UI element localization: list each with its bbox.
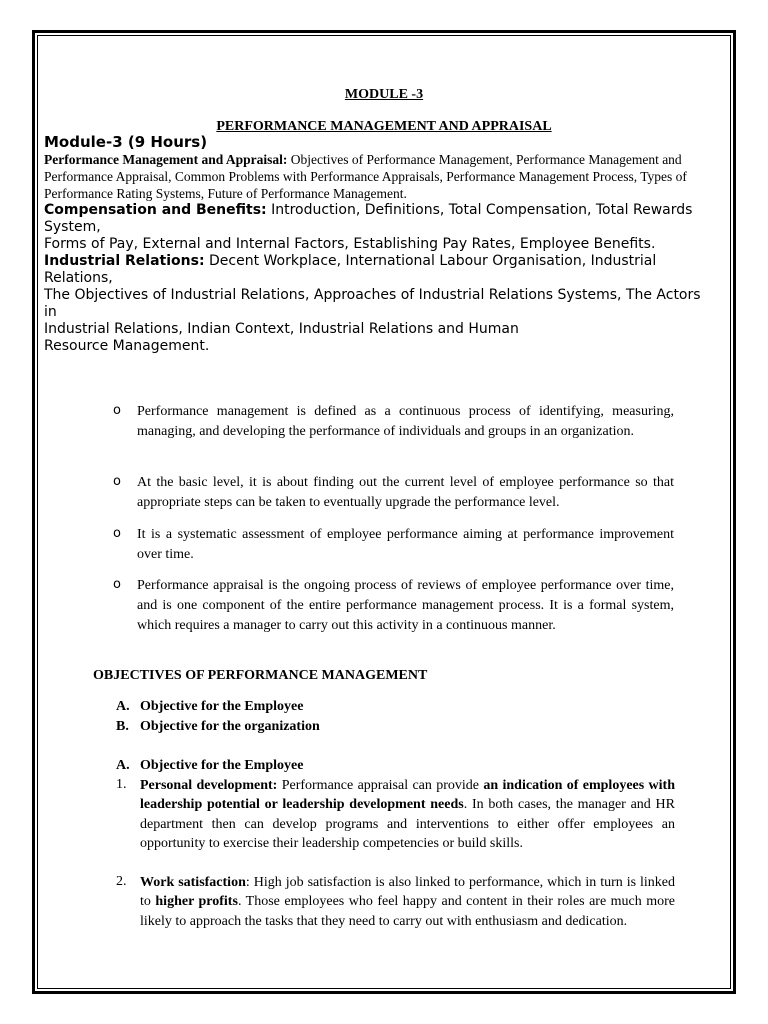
syllabus-ir bbox=[44, 253, 704, 287]
bullet-marker: o bbox=[113, 577, 121, 592]
syllabus-pma bbox=[44, 151, 704, 202]
syllabus-ir-2: The Objectives of Industrial Relations, Approaches of Industrial Relations Systems, The Actors in bbox=[44, 287, 701, 320]
objective-item: Objective for the Employee bbox=[140, 699, 304, 714]
objective-label: B. bbox=[116, 719, 129, 734]
bullet-marker: o bbox=[113, 526, 121, 541]
main-title: PERFORMANCE MANAGEMENT AND APPRAISAL bbox=[216, 119, 552, 134]
objective-label: A. bbox=[116, 699, 130, 714]
syllabus-ir-4: Resource Management. bbox=[44, 338, 210, 354]
bullet-marker: o bbox=[113, 403, 121, 418]
item-lead: Work satisfaction bbox=[140, 875, 246, 890]
bullet-item: It is a systematic assessment of employee performance aiming at performance improvement over time. bbox=[137, 527, 674, 562]
pma-text: Objectives of Performance Management, Performance Management and Performance Appraisal, Common Problems with Performance Appraisals, Performance Management Process, Types of Performance Rating Systems, Future of Performance Management. bbox=[44, 152, 687, 201]
syllabus-cb bbox=[44, 202, 704, 236]
item-emphasis: higher profits bbox=[155, 894, 238, 910]
numbered-item bbox=[140, 873, 675, 931]
syllabus-block bbox=[44, 134, 704, 355]
item-text: . Those employees who feel happy and content in their roles are much more likely to approach the tasks that they need to carry out with enthusiasm and dedication. bbox=[140, 894, 676, 929]
bullet-marker: o bbox=[113, 474, 121, 489]
objective-item: Objective for the organization bbox=[140, 719, 320, 734]
item-lead: Personal development: bbox=[140, 778, 278, 793]
cb-label: Compensation and Benefits: bbox=[44, 202, 267, 218]
sub-heading: Objective for the Employee bbox=[140, 758, 304, 773]
numbered-item bbox=[140, 776, 675, 853]
syllabus-heading: Module-3 (9 Hours) bbox=[44, 133, 208, 151]
item-text: Performance appraisal can provide bbox=[277, 778, 484, 793]
module-title: MODULE -3 bbox=[344, 87, 424, 102]
ir-label: Industrial Relations: bbox=[44, 253, 205, 269]
bullet-item: Performance management is defined as a continuous process of identifying, measuring, managing, and developing the performance of individuals and groups in an organization. bbox=[137, 404, 674, 439]
syllabus-cb-2: Forms of Pay, External and Internal Factors, Establishing Pay Rates, Employee Benefits. bbox=[44, 236, 656, 252]
syllabus-ir-3: Industrial Relations, Indian Context, Industrial Relations and Human bbox=[44, 321, 519, 337]
item-text: . In both cases, the manager and HR department then can develop programs and interventions to either offer employees an opportunity to exercise their leadership competencies or build skills. bbox=[140, 797, 675, 851]
bullet-item: Performance appraisal is the ongoing process of reviews of employee performance over time, and is one component of the entire performance management process. It is a formal system, which requires a manager to carry out this activity in a continuous manner. bbox=[137, 578, 674, 633]
sub-heading-label: A. bbox=[116, 758, 130, 773]
objectives-heading: OBJECTIVES OF PERFORMANCE MANAGEMENT bbox=[93, 668, 428, 683]
cb-text: Introduction, Definitions, Total Compensation, Total Rewards System, bbox=[44, 202, 693, 235]
numbered-label: 1. bbox=[116, 777, 127, 792]
numbered-label: 2. bbox=[116, 874, 127, 889]
item-emphasis: an indication of employees with leadership potential or leadership development needs bbox=[140, 778, 675, 813]
item-text: : High job satisfaction is also linked to performance, which in turn is linked to bbox=[140, 875, 676, 910]
pma-label: Performance Management and Appraisal: bbox=[44, 152, 288, 167]
ir-text: Decent Workplace, International Labour Organisation, Industrial Relations, bbox=[44, 253, 657, 286]
bullet-item: At the basic level, it is about finding out the current level of employee performance so that appropriate steps can be taken to eventually upgrade the performance level. bbox=[137, 475, 674, 510]
